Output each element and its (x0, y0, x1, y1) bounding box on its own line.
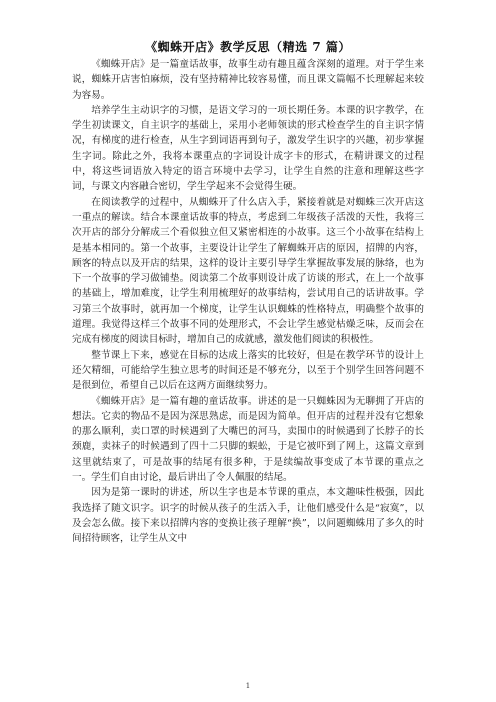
paragraph-1: 《蜘蛛开店》是一篇童话故事，故事生动有趣且蕴含深刻的道理。对于学生来说，蜘蛛开店害怕麻烦，没有坚持精神比较容易懂，而且课文篇幅不长理解起来较为容易。 (72, 59, 424, 101)
paragraph-6: 因为是第一课时的讲述，所以生字也是本节课的重点，本文趣味性极强，因此我选择了随文识字。识字的时候从孩子的生活入手，让他们感受什么是“寂寞”，以及会怎么做。接下来以招牌内容的变换让孩子理解“换”，以问题蜘蛛用了多久的时间招待顾客，让学生从文中 (72, 487, 424, 545)
paragraph-4: 整节课上下来，感觉在目标的达成上落实的比较好，但是在教学环节的设计上还欠精细，可能给学生独立思考的时间还是不够充分，以至于个别学生回答问题不是很到位，希望自己以后在这两方面继续努力。 (72, 349, 424, 392)
page-number: 1 (245, 682, 251, 690)
paragraph-2: 培养学生主动识字的习惯，是语文学习的一项长期任务。本课的识字教学，在学生初读课文，自主识字的基础上，采用小老师领读的形式检查学生的自主识字情况，有梯度的进行检查，从生字到词语再到句子，激发学生识字的兴趣，初步掌握生字词。除此之外，我将本课重点的字词设计成字卡的形式，在精讲课文的过程中，将这些词语放入特定的语言环境中去学习，让学生自然的注意和理解这些字词，与课文内容融合密切，学生学起来不会觉得生硬。 (72, 104, 424, 193)
paragraph-5: 《蜘蛛开店》是一篇有趣的童话故事。讲述的是一只蜘蛛因为无聊拥了开店的想法。它卖的物品不是因为深思熟虑，而是因为简单。但开店的过程并没有它想象的那么顺利，卖口罩的时候遇到了大嘴巴的河马，卖围巾的时候遇到了长脖子的长颈鹿，卖袜子的时候遇到了四十二只脚的蜈蚣，于是它被吓到了网上，这篇文章到这里就结束了，可是故事的结尾有很多种，于是续编故事变成了本节课的重点之一。学生们自由讨论，最后讲出了令人佩服的结尾。 (72, 395, 424, 484)
paragraph-3: 在阅读教学的过程中，从蜘蛛开了什么店入手，紧接着就是对蜘蛛三次开店这一重点的解读。结合本课童话故事的特点，考虑到二年级孩子活泼的天性，我将三次开店的部分分解成三个看似独立但又紧密相连的小故事。这三个小故事在结构上是基本相同的。第一个故事，主要设计让学生了解蜘蛛开店的原因，招牌的内容，顾客的特点以及开店的结果，这样的设计主要引导学生掌握故事发展的脉络，也为下一个故事的学习做铺垫。阅读第二个故事则设计成了访谈的形式，在上一个故事的基础上，增加难度，让学生利用梳理好的故事结构，尝试用自己的话讲故事。学习第三个故事时，就再加一个梯度，让学生认识蜘蛛的性格特点，明确整个故事的道理。我觉得这样三个故事不同的处理形式，不会让学生感觉枯燥乏味，反而会在完成有梯度的阅读目标时，增加自己的成就感，激发他们阅读的积极性。 (72, 196, 424, 346)
document-title: 《蜘蛛开店》教学反思（精选 7 篇） (145, 40, 351, 54)
